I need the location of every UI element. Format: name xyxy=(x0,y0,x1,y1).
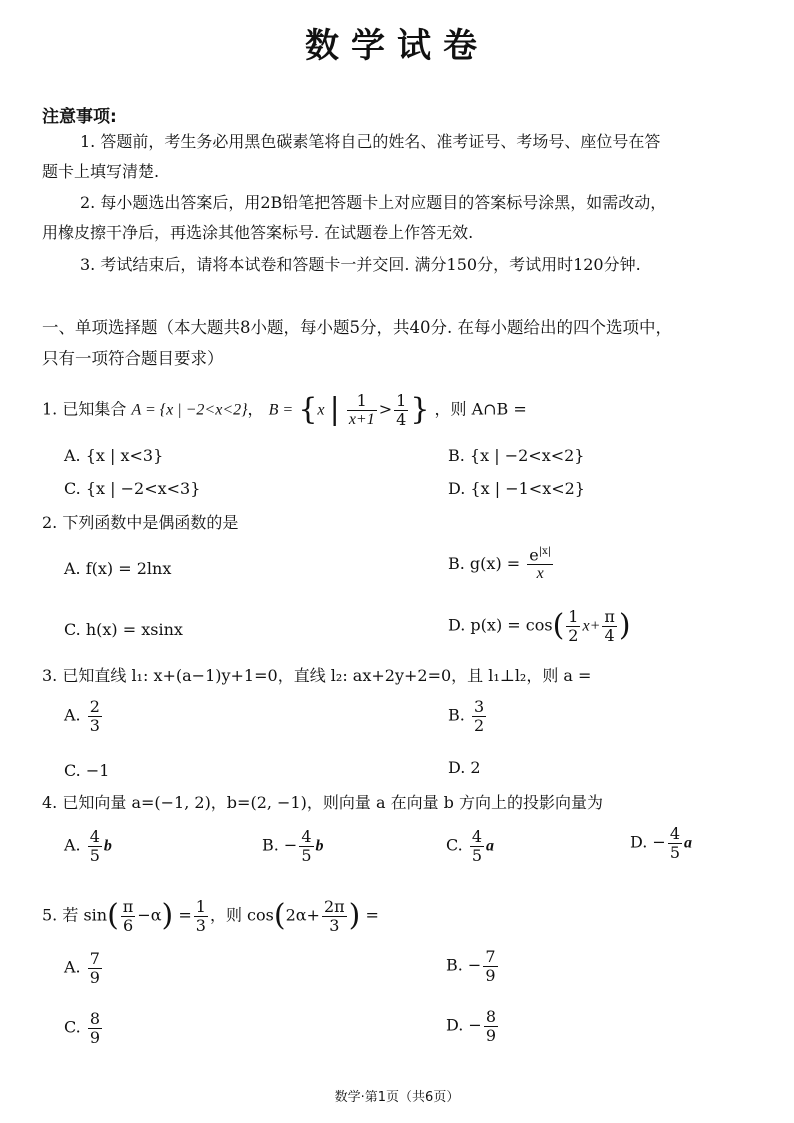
fraction-pi-over-4: $\frac{\pi}{4}$ xyxy=(604,607,615,645)
fraction-e-abs-x-over-x: $\frac{e^{|x|}}{x}$ xyxy=(529,545,552,582)
notice-item-1-line-1: 1. 答题前，考生务必用黑色碳素笔将自己的姓名、准考证号、考场号、座位号在答 xyxy=(80,132,661,151)
notice-item-2-line-2: 用橡皮擦干净后，再选涂其他答案标号. 在试题卷上作答无效. xyxy=(42,223,474,242)
notice-item-3: 3. 考试结束后，请将本试卷和答题卡一并交回. 满分150分，考试用时120分钟. xyxy=(80,255,641,274)
fraction-1-over-3: $\frac{1}{3}$ xyxy=(195,897,206,935)
q4-option-c: C. $\frac{4}{5}$ a xyxy=(446,827,495,865)
q3-option-a: A. $\frac{2}{3}$ xyxy=(64,697,100,735)
notice-heading: 注意事项: xyxy=(42,107,117,127)
question-3-stem: 3. 已知直线 l₁: x+(a−1)y+1=0，直线 l₂: ax+2y+2=0，且 l₁⊥l₂，则 a = xyxy=(42,666,592,685)
q2-option-c: C. h(x) = xsinx xyxy=(64,620,183,639)
separator: ， xyxy=(247,399,264,419)
fraction-1-over-x-plus-1: $\frac{1}{x+1}$ xyxy=(348,391,375,428)
q3-option-d: D. 2 xyxy=(448,758,481,777)
page-title: 数学试卷 xyxy=(305,26,489,66)
q2-option-a: A. f(x) = 2lnx xyxy=(64,559,172,578)
set-bar: | xyxy=(329,392,340,428)
set-b-label: B = xyxy=(268,401,294,419)
fraction-1-over-4: $\frac{1}{4}$ xyxy=(396,391,407,429)
q1-option-d: D. {x | −1<x<2} xyxy=(448,479,585,498)
q5-option-c: C. $\frac{8}{9}$ xyxy=(64,1009,101,1047)
notice-item-1-line-2: 题卡上填写清楚. xyxy=(42,162,160,181)
question-1-number: 1. 已知集合 xyxy=(42,399,127,419)
greater-than: > xyxy=(378,399,393,419)
fraction-2pi-over-3: $\frac{2\pi}{3}$ xyxy=(323,897,345,935)
q4-option-b: B. − $\frac{4}{5}$ b xyxy=(262,827,324,865)
fraction-pi-over-6: $\frac{\pi}{6}$ xyxy=(122,897,134,935)
question-5-stem: 5. 若 sin( $\frac{\pi}{6}$ −α) = $\frac{1}{3}$ ，则 cos(2α+ $\frac{2\pi}{3}$ ) = xyxy=(42,897,379,935)
q4-option-a: A. $\frac{4}{5}$ b xyxy=(64,827,112,865)
section-heading-line-1: 一、单项选择题（本大题共8小题，每小题5分，共40分. 在每小题给出的四个选项中， xyxy=(42,318,672,337)
set-a: A = {x | −2<x<2} xyxy=(131,401,248,419)
page-footer: 数学·第1页（共6页） xyxy=(334,1090,460,1105)
q2-option-b: B. g(x) = $\frac{e^{|x|}}{x}$ xyxy=(448,545,552,582)
set-b-var: x xyxy=(317,401,325,419)
left-brace: { xyxy=(298,392,318,428)
q5-option-b: B. − $\frac{7}{9}$ xyxy=(446,947,496,985)
section-heading-line-2: 只有一项符合题目要求） xyxy=(42,349,224,368)
question-4-stem: 4. 已知向量 a=(−1, 2)，b=(2, −1)，则向量 a 在向量 b 方向上的投影向量为 xyxy=(42,793,604,812)
notice-item-1 xyxy=(42,127,762,187)
q1-option-a: A. {x | x<3} xyxy=(64,446,164,465)
q1-option-b: B. {x | −2<x<2} xyxy=(448,446,585,465)
q4-option-d: D. − $\frac{4}{5}$ a xyxy=(630,824,693,862)
q3-option-b: B. $\frac{3}{2}$ xyxy=(448,697,485,735)
fraction-1-over-2: $\frac{1}{2}$ xyxy=(568,607,579,645)
right-brace: } xyxy=(410,392,430,428)
question-1-stem xyxy=(42,392,772,428)
q1-option-c: C. {x | −2<x<3} xyxy=(64,479,201,498)
notice-item-2 xyxy=(42,188,762,248)
q3-option-c: C. −1 xyxy=(64,761,110,780)
question-2-stem: 2. 下列函数中是偶函数的是 xyxy=(42,513,239,532)
question-1-tail: ，则 A∩B = xyxy=(434,399,527,419)
q2-option-d: D. p(x) = cos( $\frac{1}{2}$ x+ $\frac{\pi}{4}$ ) xyxy=(448,607,631,645)
q5-option-d: D. − $\frac{8}{9}$ xyxy=(446,1007,497,1045)
notice-item-2-line-1: 2. 每小题选出答案后，用2B铅笔把答题卡上对应题目的答案标号涂黑，如需改动， xyxy=(80,193,667,212)
q5-option-a: A. $\frac{7}{9}$ xyxy=(64,949,100,987)
section-heading xyxy=(42,312,772,374)
